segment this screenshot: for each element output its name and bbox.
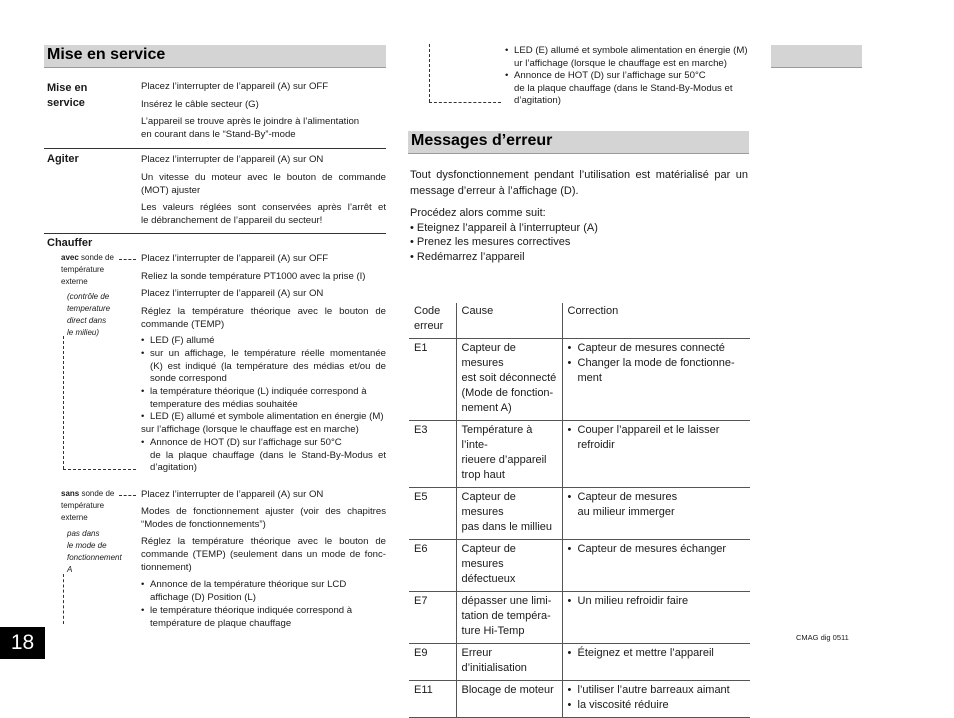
error-code-cell: E7 <box>409 592 456 644</box>
header-code <box>409 303 456 339</box>
bracket-vertical-dash <box>63 574 64 624</box>
correction-line: Capteur de mesures échanger <box>577 543 727 555</box>
bullet-dot: • <box>141 348 145 359</box>
error-correction-cell <box>562 339 750 421</box>
correction-item <box>568 542 748 557</box>
table-header-row <box>409 303 750 339</box>
error-correction-cell <box>562 540 750 592</box>
bullet-line: d’agitation) <box>150 462 197 473</box>
table-row <box>409 540 750 592</box>
list-item <box>141 335 386 348</box>
page-number: 18 <box>0 627 45 659</box>
bullet-line: affichage (D) Position (L) <box>150 591 256 603</box>
cause-line: Erreur d’initialisation <box>461 647 527 674</box>
correction-line: Couper l’appareil et le laisser <box>577 424 720 436</box>
error-cause-cell <box>456 339 562 421</box>
bracket-bottom-dash <box>63 469 136 470</box>
error-correction-cell <box>562 592 750 644</box>
instruction-text: Reliez la sonde température PT1000 avec la prise (I) <box>141 271 366 282</box>
instruction-text: commande (TEMP) <box>141 319 225 330</box>
error-code-cell: E3 <box>409 421 456 488</box>
instruction-text: le débranchement de l’appareil du secteur! <box>141 215 323 226</box>
cause-line: tation de tempéra- <box>461 610 551 622</box>
instruction-text: Insérez le câble secteur (G) <box>141 99 259 110</box>
label-line: service <box>47 97 85 109</box>
side-note-sans-sonde <box>61 488 114 500</box>
correction-line: refroidir <box>577 439 615 451</box>
error-correction-cell <box>562 488 750 540</box>
bullet-line: de la plaque chauffage (dans le Stand-By-Modus et <box>150 449 386 461</box>
bullet-line: sur un affichage, le température réelle momentanée <box>150 348 386 359</box>
cause-line: Blocage de moteur <box>461 684 554 696</box>
bullet-dot: • <box>567 699 572 711</box>
bullet-line: de la plaque chauffage (dans le Stand-By-Modus et <box>514 82 733 94</box>
cause-line: ture Hi-Temp <box>461 625 525 637</box>
bullet-dot: • <box>567 684 572 696</box>
table-row <box>409 421 750 488</box>
side-note-italic: le milieu) <box>67 328 100 337</box>
correction-item <box>568 646 748 661</box>
bullet-line: ur l’affichage (lorsque le chauffage est en marche) <box>514 57 727 69</box>
header-cause: Cause <box>456 303 562 339</box>
bullet-text: LED (F) allumé <box>150 335 215 346</box>
correction-line: Capteur de mesures <box>577 491 678 503</box>
instruction-text: Placez l’interrupter de l’appareil (A) sur ON <box>141 154 324 165</box>
side-note-text: sonde de <box>78 253 114 262</box>
error-correction-cell <box>562 421 750 488</box>
bracket-top-dash <box>119 495 136 496</box>
list-item <box>141 386 386 411</box>
instruction-text: L’appareil se trouve après le joindre à l’alimentation <box>141 116 360 127</box>
bullet-dot: • <box>141 605 145 616</box>
bullet-line: (K) est indiqué (la température des médias et/ou de <box>150 360 386 372</box>
top-right-grey-tab <box>771 45 862 68</box>
footer-reference: CMAG dig 0511 <box>796 633 849 642</box>
error-code-cell: E11 <box>409 681 456 718</box>
section-header-mise-en-service <box>44 45 386 68</box>
bullet-text <box>150 579 386 604</box>
correction-line: l’utiliser l’autre barreaux aimant <box>577 684 730 696</box>
bullet-line: d’agitation) <box>514 95 561 106</box>
side-note-italic: temperature <box>67 304 111 313</box>
cause-line: Capteur de mesures <box>461 543 516 570</box>
side-note-line: température <box>61 265 105 274</box>
bracket-bottom-dash <box>429 102 501 103</box>
list-item <box>141 348 386 386</box>
correction-line: Capteur de mesures connecté <box>577 342 725 354</box>
cause-line: dépasser une limi- <box>461 595 552 607</box>
bullet-dot: • <box>567 342 572 354</box>
bullet-text <box>150 437 386 475</box>
error-cause-cell <box>456 540 562 592</box>
instruction-text: Réglez la température théorique avec le bouton de <box>141 536 386 547</box>
instruction-text: tionnement) <box>141 562 192 573</box>
bullet-text <box>150 386 386 411</box>
list-item <box>141 605 386 630</box>
bullet-text <box>514 70 750 108</box>
header-text: Code <box>414 305 441 317</box>
side-note-italic: le mode de <box>67 541 107 550</box>
bullet-dot: • <box>141 411 145 422</box>
bracket-vertical-dash <box>63 336 64 469</box>
correction-line: Changer la mode de fonctionne- <box>577 357 735 369</box>
cause-line: Capteur de mesures <box>461 342 516 369</box>
cause-line: est soit déconnecté <box>461 372 557 384</box>
error-cause-cell <box>456 421 562 488</box>
row-label-agiter: Agiter <box>47 153 79 165</box>
instruction-text: Un vitesse du moteur avec le bouton de commande <box>141 172 386 183</box>
table-row <box>409 339 750 421</box>
error-correction-cell <box>562 681 750 718</box>
side-note-bold: sans <box>61 489 80 498</box>
bullet-dot: • <box>505 70 509 81</box>
list-item <box>505 45 750 70</box>
bullet-text: LED (E) allumé et symbole alimentation en énergie (M) <box>150 411 384 422</box>
bracket-top-dash <box>119 259 136 260</box>
list-item <box>141 437 386 475</box>
correction-line: Éteignez et mettre l’appareil <box>577 647 714 659</box>
bullet-line: la température théorique (L) indiquée correspond à <box>150 386 367 397</box>
correction-item <box>568 423 748 453</box>
correction-item <box>568 341 748 356</box>
row-label-chauffer: Chauffer <box>47 237 93 249</box>
section-title: Messages d’erreur <box>411 132 553 149</box>
error-code-cell: E5 <box>409 488 456 540</box>
bullet-line: temperature des médias souhaitée <box>150 398 298 410</box>
bullet-text <box>150 348 386 386</box>
section-title: Mise en service <box>47 46 166 63</box>
instruction-text: Placez l’interrupter de l’appareil (A) sur ON <box>141 489 324 500</box>
side-note-italic: direct dans <box>67 316 107 325</box>
header-text: erreur <box>414 320 444 332</box>
error-cause-cell <box>456 488 562 540</box>
bullet-line: le température théorique indiquée correspond à <box>150 605 353 616</box>
instruction-text: commande (TEMP) (seulement dans un mode de fonc- <box>141 549 386 560</box>
divider <box>44 233 386 234</box>
procedure-step: • Prenez les mesures correctives <box>410 236 571 248</box>
bullet-dot: • <box>505 45 509 56</box>
bracket-vertical-dash <box>429 44 430 102</box>
side-note-italic: A <box>67 565 73 574</box>
cause-line: Température à l’inte- <box>461 424 533 451</box>
instruction-text: (MOT) ajuster <box>141 185 201 196</box>
correction-line: la viscosité réduire <box>577 699 669 711</box>
procedure-step: • Eteignez l’appareil à l’interrupteur (A) <box>410 222 598 234</box>
error-table-body <box>409 303 750 718</box>
table-row <box>409 488 750 540</box>
side-note-italic: pas dans <box>67 529 100 538</box>
cause-line: Capteur de mesures <box>461 491 516 518</box>
instruction-text: Placez l’interrupter de l’appareil (A) sur OFF <box>141 253 329 264</box>
bullet-line: température de plaque chauffage <box>150 617 292 629</box>
correction-item <box>568 594 748 609</box>
correction-item <box>568 683 748 698</box>
intro-paragraph-line: message d’erreur à l’affichage (D). <box>410 185 579 197</box>
bullet-dot: • <box>567 543 572 555</box>
bullet-dot: • <box>141 335 145 346</box>
bullet-dot: • <box>141 386 145 397</box>
bullet-dot: • <box>567 491 572 503</box>
side-note-italic: fonctionnement <box>67 553 122 562</box>
bullet-dot: • <box>141 437 145 448</box>
bullet-dot: • <box>567 424 572 436</box>
cause-line: (Mode de fonction- <box>461 387 554 399</box>
instruction-text: Réglez la température théorique avec le bouton de <box>141 306 386 317</box>
correction-item <box>568 698 748 713</box>
bullet-line: Annonce de la température théorique sur LCD <box>150 579 347 590</box>
side-note-avec-sonde <box>61 252 114 264</box>
side-note-italic: (contrôle de <box>67 292 110 301</box>
cause-line: rieuere d’appareil <box>461 454 547 466</box>
cause-line: défectueux <box>461 573 516 585</box>
bullet-dot: • <box>567 357 572 369</box>
error-cause-cell <box>456 592 562 644</box>
instruction-text: Placez l’interrupter de l’appareil (A) sur ON <box>141 288 324 299</box>
correction-item <box>568 356 748 386</box>
row-label-mise-en-service <box>47 81 87 111</box>
divider <box>44 148 386 149</box>
procedure-step: • Redémarrez l’appareil <box>410 251 525 263</box>
error-code-cell: E1 <box>409 339 456 421</box>
error-code-cell: E9 <box>409 644 456 681</box>
table-row <box>409 592 750 644</box>
correction-line: Un milieu refroidir faire <box>577 595 689 607</box>
procedure-intro: Procédez alors comme suit: <box>410 207 546 219</box>
table-row <box>409 681 750 718</box>
correction-line: ment <box>577 372 602 384</box>
side-note-line: externe <box>61 277 88 286</box>
instruction-text: sur l’affichage (lorsque le chauffage est en marche) <box>141 424 359 435</box>
list-item <box>505 70 750 108</box>
bullet-dot: • <box>567 595 572 607</box>
bullet-line: Annonce de HOT (D) sur l’affichage sur 50°C <box>150 437 342 448</box>
bullet-text <box>150 605 386 630</box>
side-note-text: sonde de <box>79 489 115 498</box>
correction-line: au milieur immerger <box>577 506 675 518</box>
list-item <box>141 579 386 604</box>
bullet-line: Annonce de HOT (D) sur l’affichage sur 50°C <box>514 70 706 81</box>
label-line: Mise en <box>47 82 88 94</box>
error-table <box>409 303 750 718</box>
cause-line: pas dans le millieu <box>461 521 552 533</box>
error-cause-cell <box>456 681 562 718</box>
bullet-dot: • <box>141 579 145 590</box>
section-header-messages-erreur <box>408 131 749 154</box>
instruction-text: Les valeurs réglées sont conservées après l’arrêt et <box>141 202 386 213</box>
bullet-text <box>514 45 750 70</box>
bullet-dot: • <box>567 647 572 659</box>
side-note-line: externe <box>61 513 88 522</box>
header-correction: Correction <box>562 303 750 339</box>
instruction-text: Modes de fonctionnement ajuster (voir des chapitres <box>141 506 386 517</box>
side-note-bold: avec <box>61 253 79 262</box>
instruction-text: “Modes de fonctionnements”) <box>141 519 266 530</box>
correction-item <box>568 490 748 520</box>
instruction-text: Placez l’interrupter de l’appareil (A) sur OFF <box>141 81 329 92</box>
cause-line: nement A) <box>461 402 512 414</box>
intro-paragraph-line: Tout dysfonctionnement pendant l’utilisation est matérialisé par un <box>410 169 748 181</box>
error-code-cell: E6 <box>409 540 456 592</box>
instruction-text: en courant dans le “Stand-By”-mode <box>141 129 296 140</box>
bullet-line: sonde correspond <box>150 373 227 384</box>
bullet-line: LED (E) allumé et symbole alimentation en énergie (M) <box>514 45 748 56</box>
cause-line: trop haut <box>461 469 505 481</box>
side-note-line: température <box>61 501 105 510</box>
